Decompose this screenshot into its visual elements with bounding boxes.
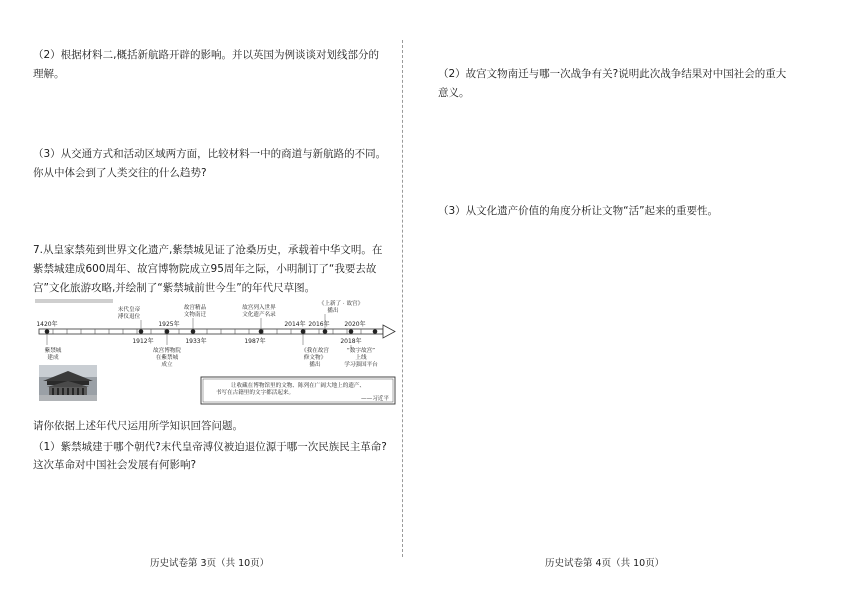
cropped-header-mark (35, 299, 113, 303)
right-q3-line1: （3）从文化遗产价值的角度分析让文物“活”起来的重要性。 (438, 205, 719, 217)
marker-1420 (45, 329, 50, 334)
event-built-1: 紫禁城 (44, 348, 62, 354)
left-q3-line2: 你从中体会到了人类交往的什么趋势? (33, 167, 207, 179)
year-2016: 2016年 (308, 321, 330, 328)
event-heritage-2: 文化遗产名录 (242, 312, 276, 318)
left-footer: 历史试卷第 3页（共 10页） (150, 558, 270, 569)
left-q2-line2: 理解。 (33, 68, 65, 80)
marker-2016 (323, 329, 328, 334)
event-documentary-2: 修文物》 (303, 355, 327, 361)
marker-2020 (373, 329, 378, 334)
right-q2-line2: 意义。 (438, 87, 470, 99)
event-museum-1: 故宫博物院 (153, 348, 181, 354)
event-museum-3: 成立 (161, 362, 173, 368)
right-q2-line1: （2）故宫文物南迁与哪一次战争有关?说明此次战争结果对中国社会的重大 (438, 68, 787, 80)
event-documentary-1: 《我在故宫 (301, 348, 329, 354)
event-relics-2: 文物南迁 (183, 312, 207, 318)
marker-2014 (301, 329, 306, 334)
quote-line-1: 让收藏在博物馆里的文物、陈列在广阔大地上的遗产、 (230, 383, 366, 389)
marker-1912 (139, 329, 144, 334)
event-puyi-1: 末代皇帝 (117, 307, 141, 313)
year-2018: 2018年 (340, 338, 362, 345)
year-1987: 1987年 (244, 338, 266, 345)
year-1925: 1925年 (158, 321, 180, 328)
year-2020: 2020年 (344, 321, 366, 328)
year-1912: 1912年 (132, 338, 154, 345)
event-built-2: 建成 (47, 355, 59, 361)
timeline-svg (33, 299, 397, 409)
year-1933: 1933年 (185, 338, 207, 345)
left-q3-line1: （3）从交通方式和活动区域两方面，比较材料一中的商道与新航路的不同。 (33, 148, 387, 160)
after-chart-text: 请你依据上述年代尺运用所学知识回答问题。 (33, 420, 243, 432)
event-museum-2: 在紫禁城 (155, 355, 179, 361)
year-2014: 2014年 (284, 321, 306, 328)
event-puyi-2: 溥仪退位 (117, 314, 141, 320)
event-digital-2: 上线 (355, 355, 367, 361)
right-footer: 历史试卷第 4页（共 10页） (545, 558, 665, 569)
event-heritage-1: 故宫列入世界 (242, 305, 276, 311)
event-digital-3: 学习强国平台 (344, 362, 378, 368)
quote-line-2: 书写在古籍里的文字都活起来。 (215, 390, 295, 396)
timeline-arrow-icon (383, 325, 395, 338)
left-q2-line1: （2）根据材料二,概括新航路开辟的影响。并以英国为例谈谈对划线部分的 (33, 49, 380, 61)
event-shangxin-1: 《上新了 · 故宫》 (318, 301, 364, 307)
marker-1933 (191, 329, 196, 334)
left-sub1-line1: （1）紫禁城建于哪个朝代?末代皇帝溥仪被迫退位源于哪一次民族民主革命? (33, 441, 387, 453)
marker-2018 (349, 329, 354, 334)
page-divider (402, 40, 403, 557)
year-1420: 1420年 (36, 321, 58, 328)
q7-line1: 7.从皇家禁苑到世界文化遗产,紫禁城见证了沧桑历史，承载着中华文明。在 (33, 244, 383, 256)
event-documentary-3: 播出 (309, 362, 321, 368)
forbidden-city-photo (39, 365, 97, 401)
event-shangxin-2: 播出 (327, 308, 339, 314)
timeline-figure (33, 299, 397, 409)
timeline-axis (39, 329, 383, 334)
q7-line3: 宫”文化旅游攻略,并绘制了“紫禁城前世今生”的年代尺草图。 (33, 282, 316, 294)
event-relics-1: 故宫精品 (183, 305, 207, 311)
event-digital-1: “数字故宫” (346, 348, 376, 354)
q7-line2: 紫禁城建成600周年、故宫博物院成立95周年之际，小明制订了“我要去故 (33, 263, 377, 275)
marker-1987 (259, 329, 264, 334)
left-sub1-line2: 这次革命对中国社会发展有何影响? (33, 459, 197, 471)
marker-1925 (165, 329, 170, 334)
quote-author: ——习近平 (361, 396, 389, 402)
